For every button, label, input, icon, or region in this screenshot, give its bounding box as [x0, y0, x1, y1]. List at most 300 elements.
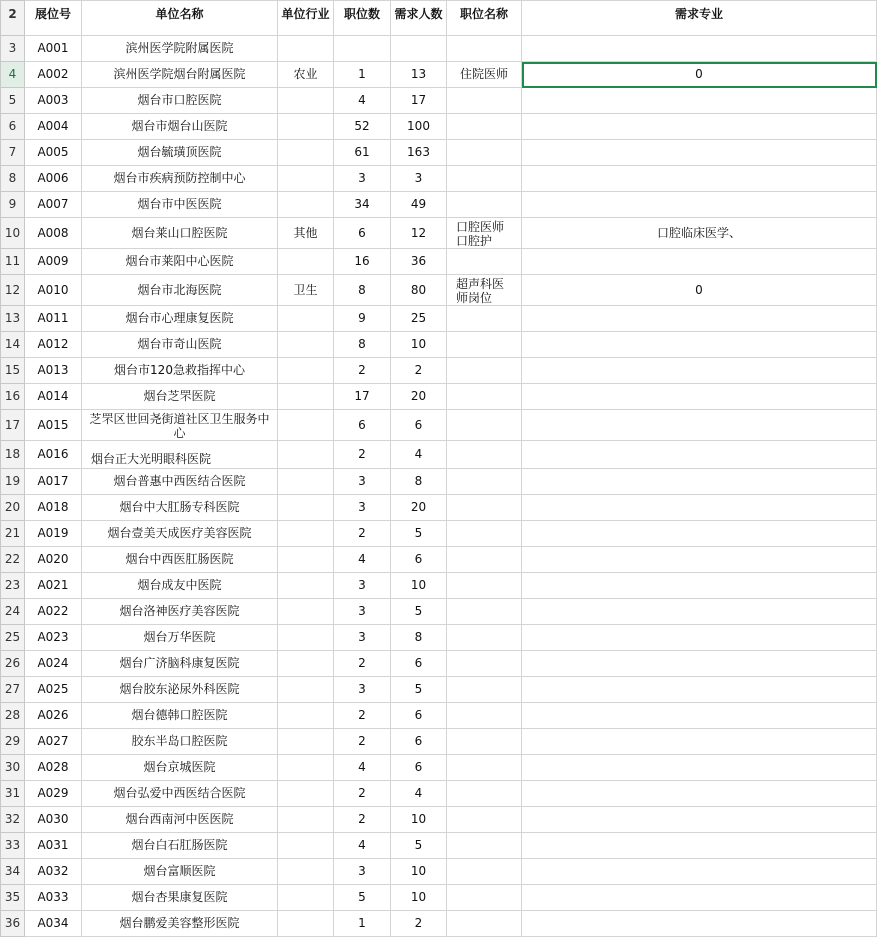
- row-number[interactable]: 10: [1, 218, 25, 249]
- cell-position-title[interactable]: [447, 36, 522, 62]
- cell-unit-name[interactable]: 烟台洛神医疗美容医院: [82, 599, 278, 625]
- header-unit-name[interactable]: 单位名称: [82, 1, 278, 36]
- cell-position-title[interactable]: [447, 729, 522, 755]
- cell-positions[interactable]: 3: [334, 625, 391, 651]
- header-position-title[interactable]: 职位名称: [447, 1, 522, 36]
- cell-industry[interactable]: [278, 729, 334, 755]
- cell-booth-no[interactable]: A013: [25, 358, 82, 384]
- cell-unit-name[interactable]: 烟台广济脑科康复医院: [82, 651, 278, 677]
- row-number[interactable]: 31: [1, 781, 25, 807]
- cell-major[interactable]: [522, 441, 877, 469]
- cell-major[interactable]: [522, 625, 877, 651]
- cell-booth-no[interactable]: A019: [25, 521, 82, 547]
- cell-position-title[interactable]: [447, 521, 522, 547]
- row-number[interactable]: 3: [1, 36, 25, 62]
- cell-positions[interactable]: 4: [334, 833, 391, 859]
- cell-positions[interactable]: 8: [334, 275, 391, 306]
- cell-booth-no[interactable]: A023: [25, 625, 82, 651]
- cell-position-title[interactable]: [447, 495, 522, 521]
- cell-industry[interactable]: [278, 703, 334, 729]
- cell-major[interactable]: [522, 677, 877, 703]
- cell-unit-name[interactable]: 烟台莱山口腔医院: [82, 218, 278, 249]
- cell-major[interactable]: [522, 332, 877, 358]
- cell-headcount[interactable]: 10: [391, 332, 447, 358]
- cell-unit-name[interactable]: 滨州医学院附属医院: [82, 36, 278, 62]
- table-row: [1, 677, 877, 703]
- row-number[interactable]: 18: [1, 441, 25, 469]
- cell-unit-name[interactable]: 烟台正大光明眼科医院: [82, 441, 278, 469]
- table-row: [1, 469, 877, 495]
- cell-headcount[interactable]: 36: [391, 249, 447, 275]
- cell-major[interactable]: [522, 807, 877, 833]
- cell-industry[interactable]: [278, 677, 334, 703]
- cell-positions[interactable]: 4: [334, 755, 391, 781]
- cell-headcount[interactable]: 5: [391, 833, 447, 859]
- cell-position-title[interactable]: [447, 358, 522, 384]
- cell-position-title[interactable]: [447, 625, 522, 651]
- cell-major[interactable]: 0: [522, 275, 877, 306]
- cell-booth-no[interactable]: A030: [25, 807, 82, 833]
- cell-positions[interactable]: 3: [334, 573, 391, 599]
- cell-unit-name[interactable]: 烟台市口腔医院: [82, 88, 278, 114]
- row-number[interactable]: 16: [1, 384, 25, 410]
- cell-headcount[interactable]: 80: [391, 275, 447, 306]
- row-number[interactable]: 36: [1, 911, 25, 937]
- cell-position-title[interactable]: [447, 469, 522, 495]
- cell-position-title[interactable]: [447, 859, 522, 885]
- cell-position-title[interactable]: [447, 703, 522, 729]
- cell-positions[interactable]: 2: [334, 781, 391, 807]
- table-row: [1, 625, 877, 651]
- cell-major[interactable]: [522, 911, 877, 937]
- cell-unit-name[interactable]: 烟台鹏爱美容整形医院: [82, 911, 278, 937]
- cell-booth-no[interactable]: A004: [25, 114, 82, 140]
- row-number[interactable]: 2: [1, 1, 25, 36]
- row-number[interactable]: 12: [1, 275, 25, 306]
- cell-positions[interactable]: 5: [334, 885, 391, 911]
- row-number[interactable]: 29: [1, 729, 25, 755]
- cell-headcount[interactable]: 6: [391, 651, 447, 677]
- cell-positions[interactable]: 16: [334, 249, 391, 275]
- cell-headcount[interactable]: 4: [391, 441, 447, 469]
- cell-major[interactable]: [522, 88, 877, 114]
- cell-position-title[interactable]: [447, 885, 522, 911]
- row-number[interactable]: 30: [1, 755, 25, 781]
- cell-major[interactable]: [522, 306, 877, 332]
- cell-unit-name[interactable]: 烟台市心理康复医院: [82, 306, 278, 332]
- cell-unit-name[interactable]: 烟台弘爱中西医结合医院: [82, 781, 278, 807]
- row-number[interactable]: 15: [1, 358, 25, 384]
- cell-positions[interactable]: 2: [334, 358, 391, 384]
- cell-position-title[interactable]: [447, 911, 522, 937]
- cell-position-title[interactable]: [447, 441, 522, 469]
- row-number[interactable]: 9: [1, 192, 25, 218]
- cell-unit-name[interactable]: 烟台中大肛肠专科医院: [82, 495, 278, 521]
- row-number[interactable]: 22: [1, 547, 25, 573]
- cell-major[interactable]: [522, 249, 877, 275]
- cell-booth-no[interactable]: A032: [25, 859, 82, 885]
- header-headcount[interactable]: 需求人数: [391, 1, 447, 36]
- row-number[interactable]: 4: [1, 62, 25, 88]
- header-positions[interactable]: 职位数: [334, 1, 391, 36]
- table-row: [1, 521, 877, 547]
- table-row: [1, 192, 877, 218]
- cell-industry[interactable]: [278, 332, 334, 358]
- cell-headcount[interactable]: 12: [391, 218, 447, 249]
- cell-industry[interactable]: [278, 807, 334, 833]
- cell-positions[interactable]: 2: [334, 441, 391, 469]
- row-number[interactable]: 6: [1, 114, 25, 140]
- cell-industry[interactable]: [278, 755, 334, 781]
- cell-industry[interactable]: [278, 358, 334, 384]
- cell-headcount[interactable]: 13: [391, 62, 447, 88]
- cell-position-title[interactable]: [447, 384, 522, 410]
- row-number[interactable]: 33: [1, 833, 25, 859]
- cell-unit-name[interactable]: 烟台富顺医院: [82, 859, 278, 885]
- cell-position-title[interactable]: [447, 306, 522, 332]
- cell-headcount[interactable]: 20: [391, 495, 447, 521]
- row-number[interactable]: 27: [1, 677, 25, 703]
- cell-unit-name[interactable]: 烟台普惠中西医结合医院: [82, 469, 278, 495]
- table-row: [1, 441, 877, 469]
- cell-major[interactable]: [522, 729, 877, 755]
- row-number[interactable]: 35: [1, 885, 25, 911]
- header-row: [1, 1, 877, 36]
- cell-headcount[interactable]: 100: [391, 114, 447, 140]
- cell-industry[interactable]: [278, 469, 334, 495]
- cell-headcount[interactable]: 17: [391, 88, 447, 114]
- cell-industry[interactable]: [278, 88, 334, 114]
- cell-unit-name[interactable]: 烟台成友中医院: [82, 573, 278, 599]
- cell-booth-no[interactable]: A034: [25, 911, 82, 937]
- cell-industry[interactable]: [278, 410, 334, 441]
- cell-headcount[interactable]: 20: [391, 384, 447, 410]
- cell-positions[interactable]: 2: [334, 703, 391, 729]
- row-number[interactable]: 20: [1, 495, 25, 521]
- cell-major[interactable]: 0: [522, 62, 877, 88]
- cell-positions[interactable]: 3: [334, 859, 391, 885]
- cell-position-title[interactable]: [447, 140, 522, 166]
- cell-major[interactable]: [522, 521, 877, 547]
- cell-booth-no[interactable]: A011: [25, 306, 82, 332]
- cell-position-title[interactable]: [447, 807, 522, 833]
- table-row: [1, 703, 877, 729]
- table-row: [1, 62, 877, 88]
- cell-headcount[interactable]: 4: [391, 781, 447, 807]
- cell-unit-name[interactable]: 烟台市烟台山医院: [82, 114, 278, 140]
- cell-industry[interactable]: [278, 625, 334, 651]
- cell-industry[interactable]: 农业: [278, 62, 334, 88]
- cell-major[interactable]: [522, 781, 877, 807]
- cell-positions[interactable]: 3: [334, 599, 391, 625]
- row-number[interactable]: 11: [1, 249, 25, 275]
- cell-industry[interactable]: [278, 36, 334, 62]
- cell-industry[interactable]: [278, 441, 334, 469]
- cell-unit-name[interactable]: 烟台万华医院: [82, 625, 278, 651]
- cell-booth-no[interactable]: A002: [25, 62, 82, 88]
- cell-unit-name[interactable]: 烟台市北海医院: [82, 275, 278, 306]
- row-number[interactable]: 17: [1, 410, 25, 441]
- cell-booth-no[interactable]: A031: [25, 833, 82, 859]
- cell-unit-name[interactable]: 烟台壹美天成医疗美容医院: [82, 521, 278, 547]
- cell-major[interactable]: [522, 140, 877, 166]
- cell-booth-no[interactable]: A022: [25, 599, 82, 625]
- cell-position-title[interactable]: [447, 833, 522, 859]
- cell-booth-no[interactable]: A012: [25, 332, 82, 358]
- table-row: [1, 384, 877, 410]
- cell-booth-no[interactable]: A027: [25, 729, 82, 755]
- cell-industry[interactable]: [278, 859, 334, 885]
- cell-industry[interactable]: 卫生: [278, 275, 334, 306]
- cell-booth-no[interactable]: A006: [25, 166, 82, 192]
- cell-unit-name[interactable]: 芝罘区世回尧街道社区卫生服务中心: [82, 410, 278, 441]
- row-number[interactable]: 26: [1, 651, 25, 677]
- cell-positions[interactable]: 52: [334, 114, 391, 140]
- cell-industry[interactable]: 其他: [278, 218, 334, 249]
- cell-major[interactable]: [522, 410, 877, 441]
- cell-position-title[interactable]: [447, 249, 522, 275]
- cell-positions[interactable]: 1: [334, 911, 391, 937]
- cell-position-title[interactable]: [447, 755, 522, 781]
- cell-major[interactable]: [522, 859, 877, 885]
- table-row: [1, 495, 877, 521]
- cell-industry[interactable]: [278, 192, 334, 218]
- cell-booth-no[interactable]: A003: [25, 88, 82, 114]
- cell-industry[interactable]: [278, 547, 334, 573]
- cell-booth-no[interactable]: A010: [25, 275, 82, 306]
- cell-booth-no[interactable]: A007: [25, 192, 82, 218]
- row-number[interactable]: 23: [1, 573, 25, 599]
- cell-positions[interactable]: 2: [334, 807, 391, 833]
- cell-industry[interactable]: [278, 651, 334, 677]
- cell-positions[interactable]: 17: [334, 384, 391, 410]
- cell-industry[interactable]: [278, 384, 334, 410]
- cell-industry[interactable]: [278, 885, 334, 911]
- cell-unit-name[interactable]: 烟台白石肛肠医院: [82, 833, 278, 859]
- table-row: [1, 885, 877, 911]
- cell-booth-no[interactable]: A009: [25, 249, 82, 275]
- cell-unit-name[interactable]: 烟台市中医医院: [82, 192, 278, 218]
- cell-unit-name[interactable]: 烟台市莱阳中心医院: [82, 249, 278, 275]
- cell-headcount[interactable]: 10: [391, 859, 447, 885]
- cell-industry[interactable]: [278, 521, 334, 547]
- cell-headcount[interactable]: 163: [391, 140, 447, 166]
- cell-industry[interactable]: [278, 781, 334, 807]
- cell-booth-no[interactable]: A020: [25, 547, 82, 573]
- cell-position-title[interactable]: [447, 332, 522, 358]
- cell-unit-name[interactable]: 胶东半岛口腔医院: [82, 729, 278, 755]
- cell-headcount[interactable]: 3: [391, 166, 447, 192]
- cell-position-title[interactable]: 口腔医师 口腔护: [447, 218, 522, 249]
- cell-unit-name[interactable]: 烟台京城医院: [82, 755, 278, 781]
- cell-major[interactable]: [522, 651, 877, 677]
- table-row: [1, 781, 877, 807]
- cell-positions[interactable]: 6: [334, 218, 391, 249]
- cell-headcount[interactable]: 5: [391, 677, 447, 703]
- cell-position-title[interactable]: [447, 192, 522, 218]
- cell-unit-name[interactable]: 烟台德韩口腔医院: [82, 703, 278, 729]
- table-row: [1, 807, 877, 833]
- cell-unit-name[interactable]: 烟台西南河中医医院: [82, 807, 278, 833]
- cell-major[interactable]: [522, 358, 877, 384]
- cell-unit-name[interactable]: 烟台市疾病预防控制中心: [82, 166, 278, 192]
- cell-headcount[interactable]: 6: [391, 755, 447, 781]
- cell-position-title[interactable]: 住院医师: [447, 62, 522, 88]
- cell-major[interactable]: 口腔临床医学、: [522, 218, 877, 249]
- cell-booth-no[interactable]: A028: [25, 755, 82, 781]
- cell-booth-no[interactable]: A015: [25, 410, 82, 441]
- cell-position-title[interactable]: [447, 573, 522, 599]
- row-number[interactable]: 34: [1, 859, 25, 885]
- cell-booth-no[interactable]: A018: [25, 495, 82, 521]
- row-number[interactable]: 21: [1, 521, 25, 547]
- cell-unit-name[interactable]: 烟台胶东泌尿外科医院: [82, 677, 278, 703]
- cell-positions[interactable]: 6: [334, 410, 391, 441]
- cell-positions[interactable]: 2: [334, 729, 391, 755]
- cell-booth-no[interactable]: A029: [25, 781, 82, 807]
- cell-headcount[interactable]: 6: [391, 410, 447, 441]
- cell-major[interactable]: [522, 573, 877, 599]
- cell-positions[interactable]: 9: [334, 306, 391, 332]
- row-number[interactable]: 8: [1, 166, 25, 192]
- cell-unit-name[interactable]: 烟台毓璜顶医院: [82, 140, 278, 166]
- cell-headcount[interactable]: 5: [391, 599, 447, 625]
- row-number[interactable]: 14: [1, 332, 25, 358]
- row-number[interactable]: 13: [1, 306, 25, 332]
- row-number[interactable]: 28: [1, 703, 25, 729]
- row-number[interactable]: 7: [1, 140, 25, 166]
- cell-position-title[interactable]: [447, 88, 522, 114]
- cell-headcount[interactable]: 6: [391, 547, 447, 573]
- cell-unit-name[interactable]: 烟台市奇山医院: [82, 332, 278, 358]
- cell-positions[interactable]: 1: [334, 62, 391, 88]
- cell-booth-no[interactable]: A024: [25, 651, 82, 677]
- cell-positions[interactable]: 34: [334, 192, 391, 218]
- cell-unit-name[interactable]: 烟台市120急救指挥中心: [82, 358, 278, 384]
- cell-positions[interactable]: 4: [334, 88, 391, 114]
- cell-positions[interactable]: 3: [334, 469, 391, 495]
- cell-industry[interactable]: [278, 599, 334, 625]
- cell-positions[interactable]: 8: [334, 332, 391, 358]
- cell-industry[interactable]: [278, 249, 334, 275]
- cell-industry[interactable]: [278, 140, 334, 166]
- cell-positions[interactable]: 4: [334, 547, 391, 573]
- cell-positions[interactable]: 3: [334, 677, 391, 703]
- cell-positions[interactable]: 3: [334, 495, 391, 521]
- cell-industry[interactable]: [278, 833, 334, 859]
- cell-headcount[interactable]: 25: [391, 306, 447, 332]
- cell-industry[interactable]: [278, 114, 334, 140]
- cell-major[interactable]: [522, 114, 877, 140]
- cell-booth-no[interactable]: A001: [25, 36, 82, 62]
- row-number[interactable]: 24: [1, 599, 25, 625]
- table-row: [1, 36, 877, 62]
- cell-headcount[interactable]: 6: [391, 729, 447, 755]
- cell-major[interactable]: [522, 469, 877, 495]
- cell-position-title[interactable]: [447, 781, 522, 807]
- cell-booth-no[interactable]: A016: [25, 441, 82, 469]
- cell-major[interactable]: [522, 166, 877, 192]
- cell-position-title[interactable]: [447, 166, 522, 192]
- cell-positions[interactable]: 3: [334, 166, 391, 192]
- table-row: [1, 599, 877, 625]
- cell-industry[interactable]: [278, 495, 334, 521]
- cell-headcount[interactable]: 10: [391, 807, 447, 833]
- cell-headcount[interactable]: 2: [391, 911, 447, 937]
- cell-industry[interactable]: [278, 306, 334, 332]
- cell-unit-name[interactable]: 烟台中西医肛肠医院: [82, 547, 278, 573]
- cell-unit-name[interactable]: 烟台芝罘医院: [82, 384, 278, 410]
- row-number[interactable]: 5: [1, 88, 25, 114]
- row-number[interactable]: 19: [1, 469, 25, 495]
- cell-booth-no[interactable]: A005: [25, 140, 82, 166]
- cell-headcount[interactable]: 10: [391, 573, 447, 599]
- cell-major[interactable]: [522, 885, 877, 911]
- cell-major[interactable]: [522, 703, 877, 729]
- cell-headcount[interactable]: 6: [391, 703, 447, 729]
- cell-major[interactable]: [522, 384, 877, 410]
- cell-major[interactable]: [522, 599, 877, 625]
- cell-industry[interactable]: [278, 911, 334, 937]
- cell-unit-name[interactable]: 烟台杏果康复医院: [82, 885, 278, 911]
- cell-position-title[interactable]: [447, 677, 522, 703]
- table-row: [1, 729, 877, 755]
- cell-positions[interactable]: [334, 36, 391, 62]
- cell-position-title[interactable]: [447, 410, 522, 441]
- cell-major[interactable]: [522, 547, 877, 573]
- cell-positions[interactable]: 2: [334, 521, 391, 547]
- cell-headcount[interactable]: 2: [391, 358, 447, 384]
- cell-industry[interactable]: [278, 573, 334, 599]
- cell-booth-no[interactable]: A025: [25, 677, 82, 703]
- row-number[interactable]: 32: [1, 807, 25, 833]
- cell-position-title[interactable]: [447, 547, 522, 573]
- cell-headcount[interactable]: 49: [391, 192, 447, 218]
- table-row: [1, 651, 877, 677]
- cell-booth-no[interactable]: A033: [25, 885, 82, 911]
- table-row: [1, 358, 877, 384]
- cell-major[interactable]: [522, 192, 877, 218]
- cell-positions[interactable]: 2: [334, 651, 391, 677]
- cell-headcount[interactable]: 5: [391, 521, 447, 547]
- cell-major[interactable]: [522, 755, 877, 781]
- cell-position-title[interactable]: 超声科医 师岗位: [447, 275, 522, 306]
- table-row: [1, 166, 877, 192]
- row-number[interactable]: 25: [1, 625, 25, 651]
- cell-unit-name[interactable]: 滨州医学院烟台附属医院: [82, 62, 278, 88]
- cell-position-title[interactable]: [447, 599, 522, 625]
- cell-major[interactable]: [522, 495, 877, 521]
- cell-positions[interactable]: 61: [334, 140, 391, 166]
- cell-headcount[interactable]: 8: [391, 469, 447, 495]
- cell-industry[interactable]: [278, 166, 334, 192]
- cell-booth-no[interactable]: A008: [25, 218, 82, 249]
- header-booth-no[interactable]: 展位号: [25, 1, 82, 36]
- cell-position-title[interactable]: [447, 651, 522, 677]
- cell-headcount[interactable]: 8: [391, 625, 447, 651]
- cell-booth-no[interactable]: A017: [25, 469, 82, 495]
- cell-booth-no[interactable]: A021: [25, 573, 82, 599]
- cell-headcount[interactable]: [391, 36, 447, 62]
- header-major[interactable]: 需求专业: [522, 1, 877, 36]
- cell-headcount[interactable]: 10: [391, 885, 447, 911]
- cell-booth-no[interactable]: A026: [25, 703, 82, 729]
- cell-major[interactable]: [522, 36, 877, 62]
- header-industry[interactable]: 单位行业: [278, 1, 334, 36]
- cell-booth-no[interactable]: A014: [25, 384, 82, 410]
- cell-position-title[interactable]: [447, 114, 522, 140]
- cell-major[interactable]: [522, 833, 877, 859]
